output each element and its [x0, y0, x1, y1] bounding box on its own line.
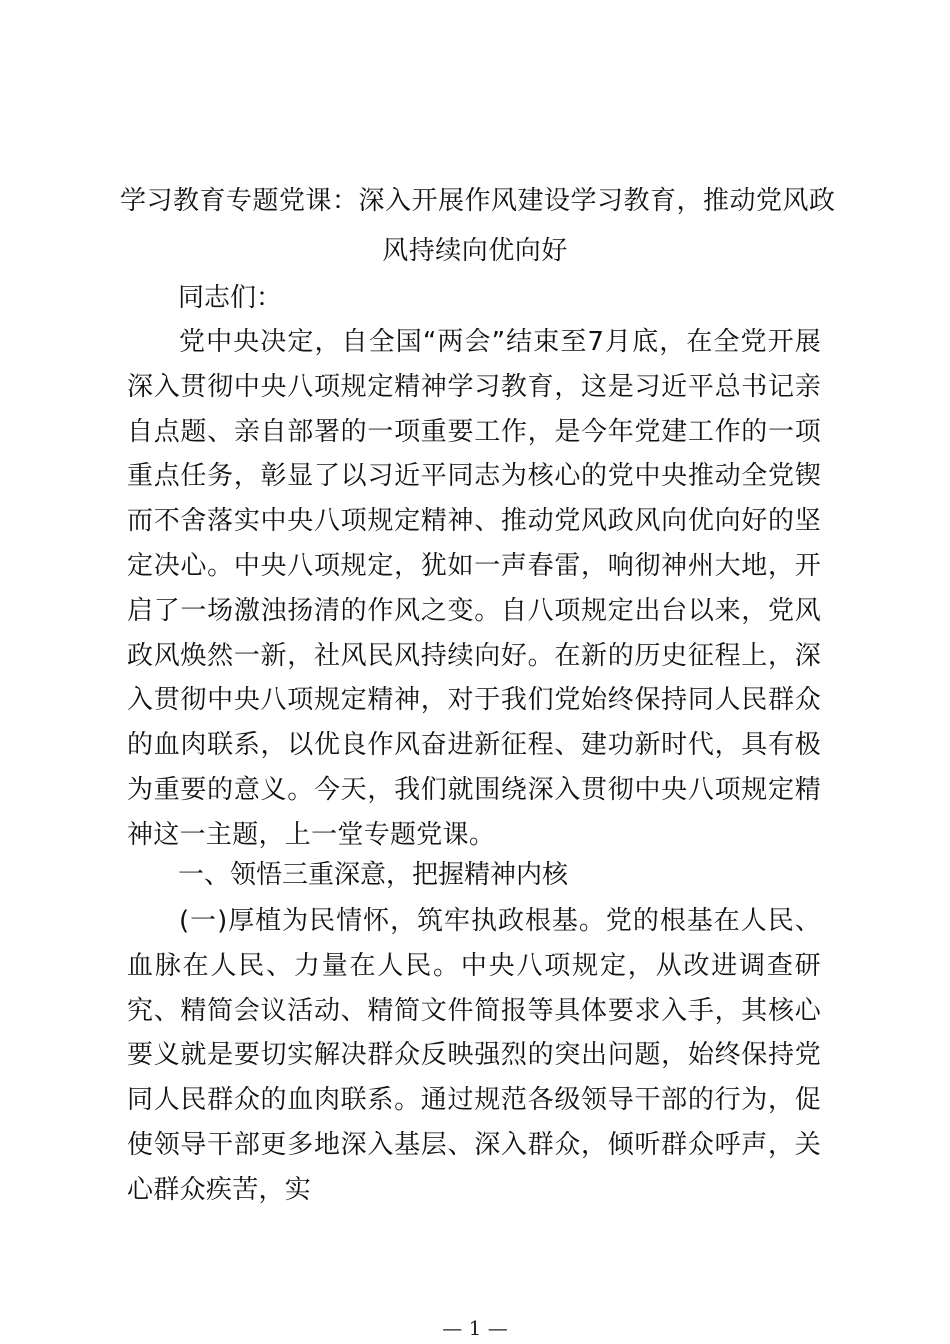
paragraph-section-1-1: (一)厚植为民情怀，筑牢执政根基。党的根基在人民、血脉在人民、力量在人民。中央八项规定，从改进调查研究、精简会议活动、精简文件简报等具体要求入手，其核心要义就是要切实解决群众反映强烈的突出问题，始终保持党同人民群众的血肉联系。通过规范各级领导干部的行为，促使领导干部更多地深入基层、深入群众，倾听群众呼声，关心群众疾苦，实	[127, 906, 821, 1205]
document-title-line-2: 风持续向优向好	[382, 236, 568, 266]
page-number: — 1 —	[442, 1316, 508, 1340]
document-title-line-1: 学习教育专题党课：深入开展作风建设学习教育，推动党风政	[120, 186, 836, 216]
paragraph-intro: 党中央决定，自全国“两会”结束至7月底，在全党开展深入贯彻中央八项规定精神学习教育，这是习近平总书记亲自点题、亲自部署的一项重要工作，是今年党建工作的一项重点任务，彰显了以习近平同志为核心的党中央推动全党锲而不舍落实中央八项规定精神、推动党风政风向优向好的坚定决心。中央八项规定，犹如一声春雷，响彻神州大地，开启了一场激浊扬清的作风之变。自八项规定出台以来，党风政风焕然一新，社风民风持续向好。在新的历史征程上，深入贯彻中央八项规定精神，对于我们党始终保持同人民群众的血肉联系，以优良作风奋进新征程、建功新时代，具有极为重要的意义。今天，我们就围绕深入贯彻中央八项规定精神这一主题，上一堂专题党课。	[127, 327, 821, 850]
salutation: 同志们：	[178, 283, 283, 313]
section-heading-1: 一、领悟三重深意，把握精神内核	[178, 860, 569, 890]
